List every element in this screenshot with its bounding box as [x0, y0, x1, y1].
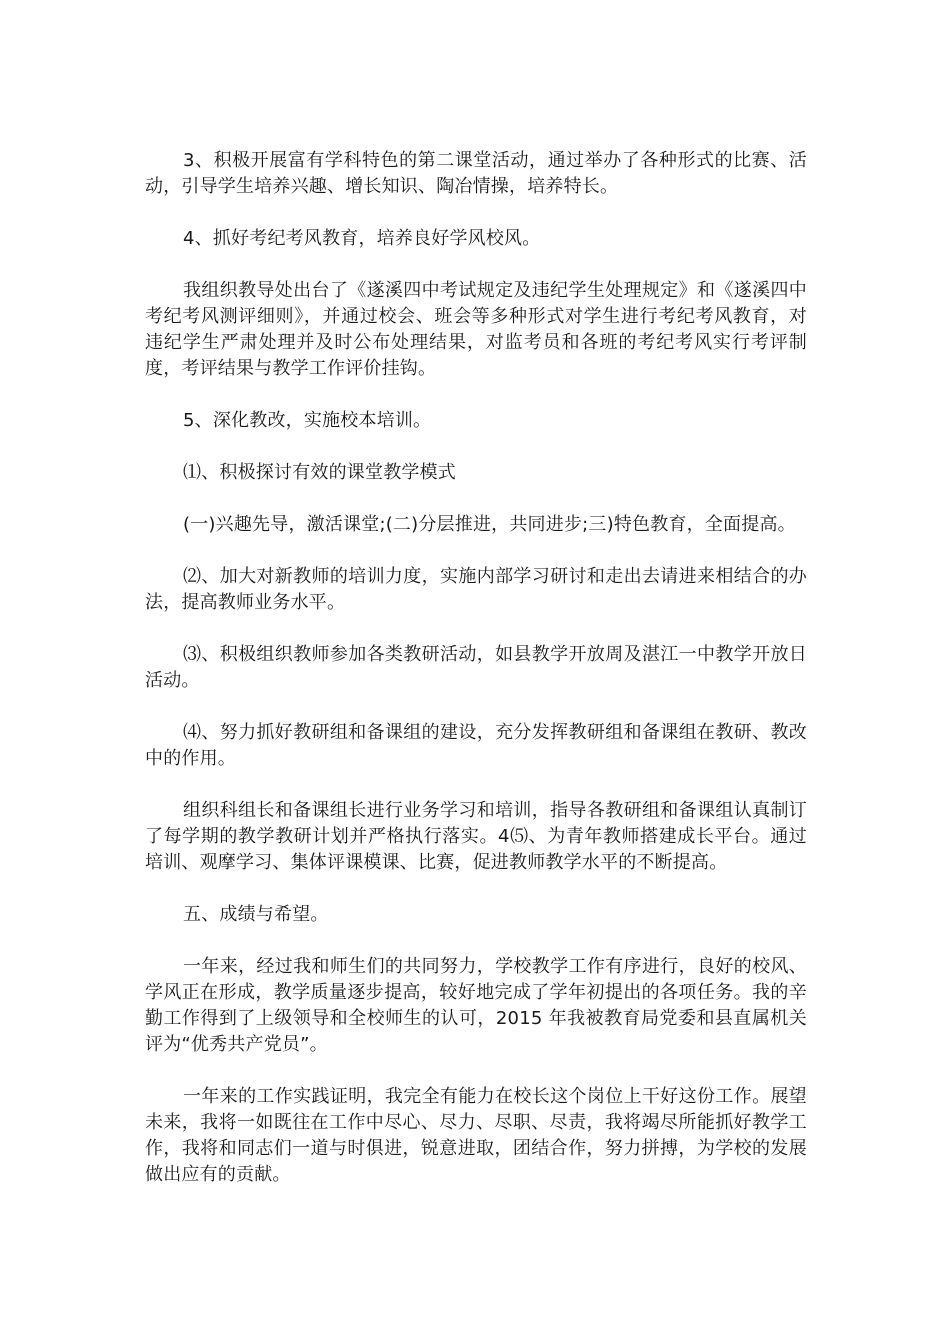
paragraph-item-3: 3、积极开展富有学科特色的第二课堂活动，通过举办了各种形式的比赛、活动，引导学生培养兴趣、增长知识、陶冶情操，培养特长。	[145, 150, 807, 197]
paragraph-outlook: 一年来的工作实践证明，我完全有能力在校长这个岗位上干好这份工作。展望未来，我将一如既往在工作中尽心、尽力、尽职、尽责，我将竭尽所能抓好教学工作，我将和同志们一道与时俱进，锐意进取，团结合作，努力拼搏，为学校的发展做出应有的贡献。	[145, 1086, 807, 1185]
paragraph-subitem-1: ⑴、积极探讨有效的课堂教学模式	[183, 462, 456, 483]
section-heading-achievements: 五、成绩与希望。	[183, 904, 329, 925]
paragraph-item-4-heading: 4、抓好考纪考风教育，培养良好学风校风。	[183, 228, 541, 249]
paragraph-subitem-2: ⑵、加大对新教师的培训力度，实施内部学习研讨和走出去请进来相结合的办法，提高教师业务水平。	[145, 566, 807, 613]
paragraph-exam-rules: 我组织教导处出台了《遂溪四中考试规定及违纪学生处理规定》和《遂溪四中考纪考风测评细则》，并通过校会、班会等多种形式对学生进行考纪考风教育，对违纪学生严肃处理并及时公布处理结果，对监考员和各班的考纪考风实行考评制度，考评结果与教学工作评价挂钩。	[145, 280, 807, 379]
paragraph-group-leaders: 组织科组长和备课组长进行业务学习和培训，指导各教研组和备课组认真制订了每学期的教学教研计划并严格执行落实。4⑸、为青年教师搭建成长平台。通过培训、观摩学习、集体评课模课、比赛，促进教师教学水平的不断提高。	[145, 800, 807, 873]
paragraph-item-5-heading: 5、深化教改，实施校本培训。	[183, 410, 432, 431]
paragraph-subitem-4: ⑷、努力抓好教研组和备课组的建设，充分发挥教研组和备课组在教研、教改中的作用。	[145, 722, 807, 769]
document-body	[145, 148, 807, 1214]
paragraph-achievements: 一年来，经过我和师生们的共同努力，学校教学工作有序进行，良好的校风、学风正在形成，教学质量逐步提高，较好地完成了学年初提出的各项任务。我的辛勤工作得到了上级领导和全校师生的认可，2015 年我被教育局党委和县直属机关评为“优秀共产党员”。	[145, 956, 807, 1055]
paragraph-subitem-3: ⑶、积极组织教师参加各类教研活动，如县教学开放周及湛江一中教学开放日活动。	[145, 644, 807, 691]
paragraph-teaching-modes: (一)兴趣先导，激活课堂;(二)分层推进，共同进步;三)特色教育，全面提高。	[183, 514, 796, 535]
